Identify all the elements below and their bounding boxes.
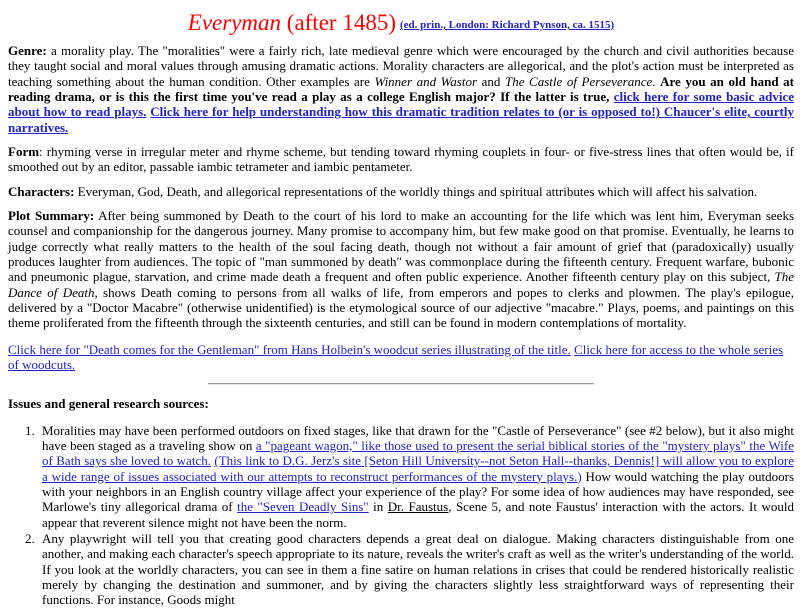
- genre-work-winner-and-wastor: Winner and Wastor: [374, 73, 478, 89]
- woodcut-links-paragraph: [8, 342, 794, 373]
- genre-text-2: and: [477, 73, 505, 89]
- genre-label: Genre:: [8, 43, 47, 58]
- edition-link[interactable]: (ed. prin., London: Richard Pynson, ca. 1515): [399, 19, 615, 31]
- item1-text-5: , Scene 5, and note Faustus' interaction with the actors. It would appear that reverent silence might not have been the norm.: [42, 499, 794, 530]
- seven-deadly-sins-link[interactable]: the "Seven Deadly Sins": [237, 499, 369, 515]
- how-to-read-plays-link[interactable]: click here for some basic advice about how to read plays.: [8, 88, 794, 120]
- item1-work-dr-faustus: Dr. Faustus: [387, 499, 449, 515]
- list-item: [38, 423, 794, 530]
- page-title: [8, 11, 794, 34]
- genre-text-1: a morality play. The "moralities" were a fairly rich, late medieval genre which were encouraged by the church and civil authorities because they taught social and moral values through amusing dramatic actions. Morality characters are allegorical, and the plot's action must be interpreted as teaching something about the human condition. Other examples are: [8, 43, 794, 89]
- characters-text: Everyman, God, Death, and allegorical representations of the worldly things and spiritual attributes which will affect his salvation.: [74, 183, 758, 199]
- jerz-site-link[interactable]: (This link to D.G. Jerz's site [Seton Hill University--not Seton Hall--thanks, Dennis!] will allow you to explore a wide range of issues associated with our attempts to reconstruct performances of the mystery plays.): [42, 453, 795, 484]
- section-divider: [208, 383, 593, 385]
- item2-text-1: Any playwright will tell you that creating good characters depends a great deal on dialogue. Making characters distinguishable from one another, and making each character's speech appropriate to its nature, reveals the writer's craft as well as the writer's understanding of the world. If you look at the worldly characters, you can see in them a fine satire on human relations in crises that could be rendered historically realistic merely by changing the destination and summoner, and by giving the characters slightly less straightforward ways of representing their functions. For instance, Goods might: [42, 530, 794, 608]
- form-label: Form: [8, 143, 40, 159]
- characters-paragraph: [8, 184, 794, 199]
- characters-label: Characters:: [8, 183, 75, 199]
- genre-question: Are you an old hand at reading drama, or is this the first time you've read a play as a college English major? If the latter is true,: [8, 73, 795, 104]
- form-text: : rhyming verse in irregular meter and rhyme scheme, but tending toward rhyming couplets in four- or five-stress lines that often would be, if smoothed out by an editor, passable iambic tetrameter and iambic pentameter.: [8, 143, 794, 175]
- item1-text-4: in: [368, 499, 388, 515]
- genre-text-3: .: [652, 73, 661, 89]
- genre-paragraph: [8, 43, 794, 135]
- document-body: [0, 11, 800, 608]
- title-work: Everyman: [187, 10, 282, 35]
- chaucer-tradition-link[interactable]: Click here for help understanding how this dramatic tradition relates to (or is opposed to!) Chaucer's elite, courtly narratives.: [8, 104, 794, 135]
- genre-work-castle-of-perseverance: The Castle of Perseverance: [504, 73, 653, 89]
- plot-summary-label: Plot Summary:: [8, 207, 95, 223]
- issues-list: [8, 423, 794, 608]
- pageant-wagon-link[interactable]: a "pageant wagon," like those used to present the serial biblical stories of the "mystery plays" the Wife of Bath says she loved to watch.: [42, 437, 794, 469]
- list-item: [38, 531, 794, 608]
- item1-text-1: Moralities may have been performed outdoors on fixed stages, like that drawn for the "Castle of Perseverance" (see #2 below), but it also might have been staged as a traveling show on: [42, 422, 794, 453]
- holbein-gentleman-woodcut-link[interactable]: Click here for "Death comes for the Gentleman" from Hans Holbein's woodcut series illustrating of the title.: [8, 341, 571, 357]
- plot-text-2: , shows Death coming to persons from all walks of life, from emperors and popes to clerks and plowmen. The play's epilogue, delivered by a "Doctor Macabre" (otherwise unidentified) is the etymological source of our adjective "macabre." Plays, poems, and paintings on this theme proliferated from the fifteenth through the sixteenth centuries, and still can be found in modern contemplations of mortality.: [8, 284, 794, 331]
- plot-work-dance-of-death: The Dance of Death: [8, 269, 794, 300]
- form-paragraph: [8, 144, 794, 175]
- plot-summary-paragraph: [8, 208, 794, 331]
- item1-text-3: How would watching the play outdoors with your neighbors in an English country village affect your experience of the play? For some idea of how audiences may have responded, see Marlowe's tiny allegorical drama of: [42, 468, 795, 515]
- title-date: (after 1485): [281, 10, 396, 35]
- issues-heading: Issues and general research sources:: [8, 396, 209, 412]
- plot-text-1: After being summoned by Death to the court of his lord to make an accounting for the life which was lent him, Everyman seeks counsel and companionship for the dangerous journey. Many promise to accompany him, but few make good on that promise. Eventually, he learns to judge correctly what really matters to the health of the soul facing death, though not without a fair amount of grief that (paradoxically) usually produces laughter from audiences. The topic of "man summoned by death" was commonplace during the fifteenth century. Frequent warfare, bubonic and pneumonic plague, starvation, and crime made death a frequent and often public experience. Another fifteenth century play on this subject,: [8, 207, 795, 285]
- holbein-series-link[interactable]: Click here for access to the whole series of woodcuts.: [8, 341, 784, 372]
